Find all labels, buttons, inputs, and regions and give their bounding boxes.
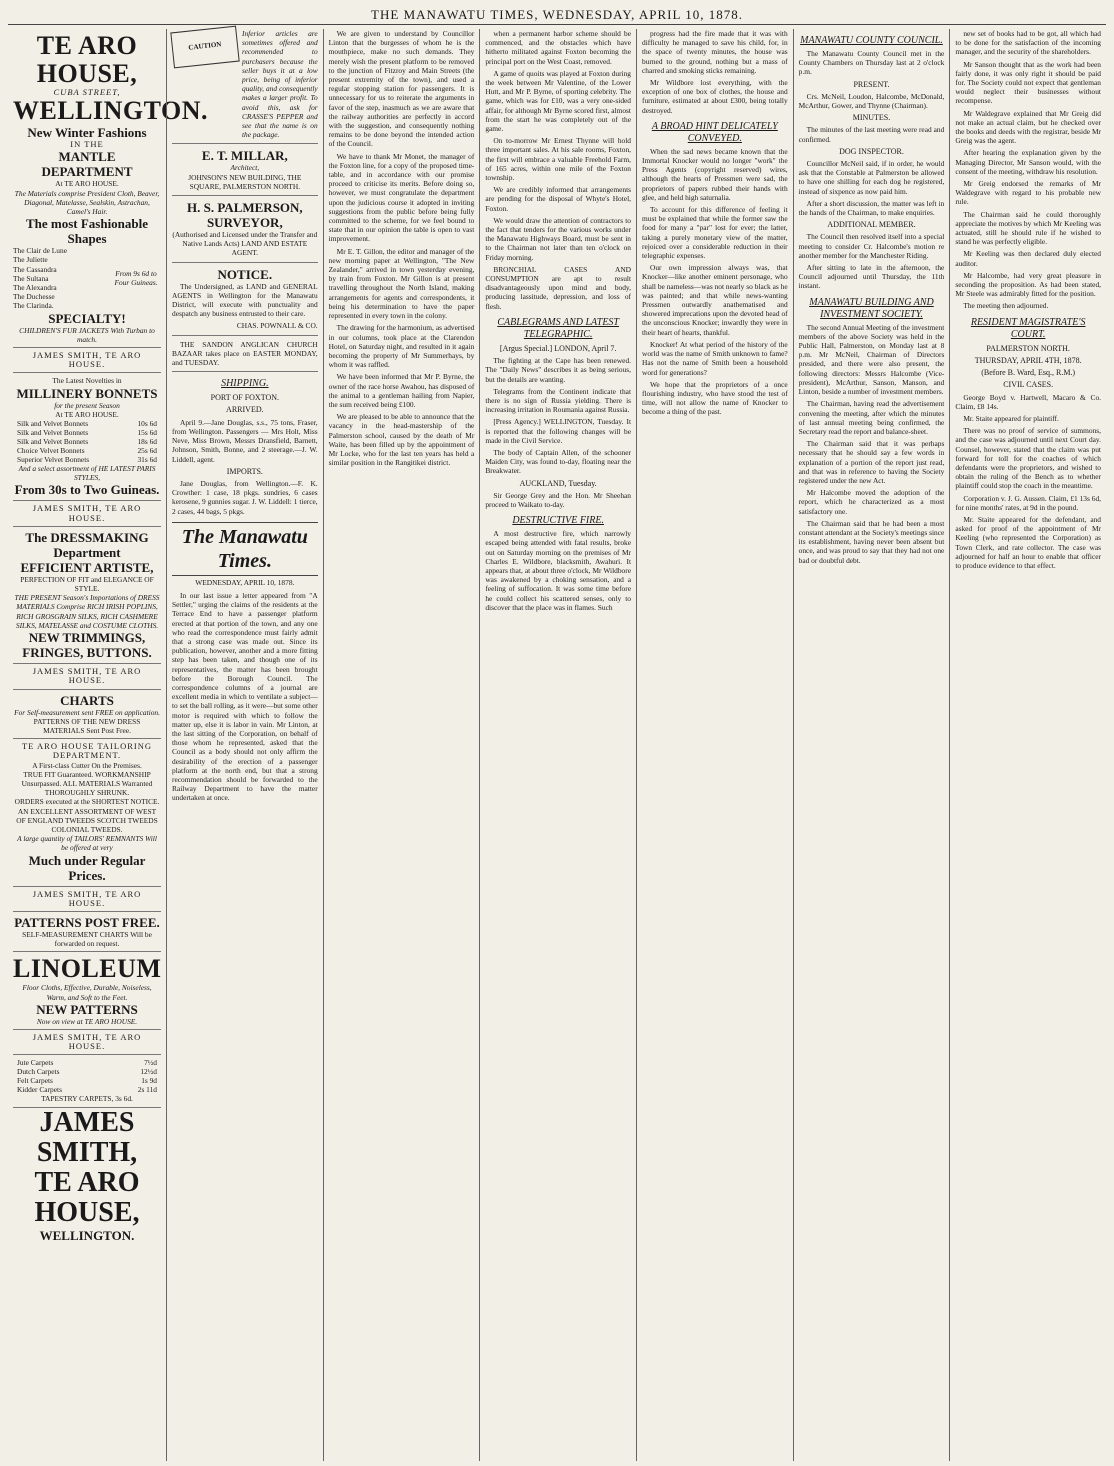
dog-sub: DOG INSPECTOR. — [839, 146, 904, 156]
paragraph: Our own impression always was, that Knocker—like another eminent personage, who shall be nameless—was not nearly so black as he was painted; and that while news-wanting Pressmen outwardly anathematised and showered imprecations upon the devoted head of the unconscious Knocker; inwardly they were in their heart of hearts, thankful. — [642, 263, 788, 337]
millar-ad — [172, 148, 318, 191]
divider — [172, 143, 318, 144]
paragraph: Councillor McNeil said, if in order, he would ask that the Constable at Palmerston be allowed to have one shilling for each dog he registered, instead of sixpence as now paid him. — [798, 159, 945, 196]
price-row — [17, 437, 157, 446]
paragraph: Knocker! At what period of the history of the world was the name of Smith unknown to fame? Has not the name of Smith been a household word for generations? — [642, 339, 788, 377]
present-sub: PRESENT. — [853, 79, 890, 89]
paragraph: To account for this difference of feeling it must be explained that while the former saw the food for many a "par" lost for ever; the latter, taking a purely monetary view of the matter, rejoiced over a considerable reduction in their telegraphic expenses. — [642, 205, 788, 261]
paragraph: A game of quoits was played at Foxton during the week between Mr Valentine, of the Lower Hutt, and Mr P. Byrne, of sporting celebrity. The game, which was for £10, was a very one-sided affair, for although Mr Byrne scored first, almost from the start he was completely out of the game. — [485, 68, 631, 134]
price-item: Silk and Velvet Bonnets — [17, 419, 89, 429]
on-view: Now on view at TE ARO HOUSE. — [36, 1016, 138, 1026]
column-2 — [166, 29, 323, 1461]
paragraph: The Council then resolved itself into a special meeting to consider Cr. Halcombe's motion re another member for the Manchester Riding. — [798, 232, 945, 260]
final-js: JAMES SMITH, — [36, 1106, 138, 1168]
millar-name: E. T. MILLAR, — [201, 148, 288, 164]
paragraph: We have to thank Mr Monet, the manager of the Foxton line, for a copy of the proposed time-table, and in accordance with our promise proceed to criticise its merits. Before doing so, however, we must congratulate the department upon the judicious course it adopted in inviting suggestions from the public before being fully committed to the scheme, for we feel bound to state that in our opinion the table is open to vast improvement. — [328, 151, 475, 244]
nameplate: The Manawatu Times. — [172, 522, 318, 576]
shape-item: The Duchesse — [13, 292, 55, 302]
paragraph: We hope that the proprietors of a once flourishing industry, who have stood the test of time, will not allow the name of Knocker to become a thing of the past. — [642, 379, 788, 417]
efficient: EFFICIENT ARTISTE, — [20, 559, 154, 575]
patterns-post: PATTERNS POST FREE. — [14, 914, 160, 930]
paragraph: Mr Greig endorsed the remarks of Mr Waldegrave with regard to his probable new rule. — [955, 179, 1101, 207]
divider — [172, 262, 318, 263]
bazaar: THE SANDON ANGLICAN CHURCH BAZAAR takes place on EASTER MONDAY, and TUESDAY. — [172, 339, 318, 368]
editorial: In our last issue a letter appeared from "A Settler," urging the claims of the residents at the Terrace End to have a passenger platform erected at that portion of the town, and any one who read the correspondence must fairly admit that a strong case was made out. Since its publication, however, another and a more fitting step has been taken, and though one of its representatives, the matter has been brought before the Borough Council. The correspondence columns of a journal are excellent media in which to ventilate a subject—to set the ball rolling, as it were—but some other motor is required with which to follow the matter up, else it is labor in vain. Mr Linton, at the last sitting of the Corporation, on behalf of those whom he represented, asked that the Council as a body should not only affirm the desirability of the erection of a passenger platform at the north end, but that a strong recommendation should be forwarded to the Railway Department to have the matter undertaken at once. — [172, 590, 318, 803]
port-heading: PORT OF FOXTON. — [210, 393, 279, 403]
final-city: WELLINGTON. — [39, 1227, 135, 1243]
linoleum: LINOLEUM — [13, 954, 162, 984]
shape-item: The Juliette — [13, 255, 48, 265]
perfection: PERFECTION OF FIT and ELEGANCE OF STYLE. — [20, 574, 154, 594]
assortment: AN EXCELLENT ASSORTMENT OF WEST OF ENGLAND TWEEDS SCOTCH TWEEDS COLONIAL TWEEDS. — [16, 806, 158, 834]
shape-item: The Clair de Lune — [13, 246, 67, 256]
council-heading: MANAWATU COUNTY COUNCIL. — [800, 35, 943, 46]
paragraph: The fighting at the Cape has been renewed. The "Daily News" describes it as being serious, but the details are wanting. — [485, 356, 631, 384]
shape-item: The Cassandra — [13, 264, 57, 274]
paragraph: BRONCHIAL CASES AND CONSUMPTION are apt to result disadvantageously upon mind and body, producing lassitude, depression, and loss of flesh. — [485, 264, 631, 311]
paragraph: The Manawatu County Council met in the County Chambers on Thursday last at 2 o'clock p.m. — [798, 49, 945, 77]
building-heading: MANAWATU BUILDING AND INVESTMENT SOCIETY. — [809, 296, 934, 320]
paragraph: We have been informed that Mr P. Byrne, the owner of the race horse Awahou, has disposed of the animal to a gentleman hailing from Napier, the sum received being £100. — [328, 372, 475, 409]
materials: The Materials comprise President Cloth, Beaver, Diagonal, Matelasse, Sealskin, Astrachan, Camel's Hair. — [14, 188, 160, 217]
price-value: 7½d — [144, 1058, 157, 1068]
self-measure: SELF-MEASUREMENT CHARTS Will be forwarded on request. — [22, 929, 152, 949]
linoleum-desc: Floor Cloths, Effective, Durable, Noiseless, Warm, and Soft to the Feet. — [22, 983, 152, 1002]
true-fit: TRUE FIT Guaranteed. WORKMANSHIP Unsurpassed. ALL MATERIALS Warranted THOROUGHLY SHRUNK. — [21, 769, 153, 798]
cutter: A First-class Cutter On the Premises. — [32, 760, 142, 770]
shipping-heading: SHIPPING. — [221, 378, 269, 390]
divider — [172, 335, 318, 336]
millinery: MILLINERY BONNETS — [16, 385, 158, 401]
price-value: 25s 6d — [137, 446, 157, 456]
paragraph: Mr Keeling was then declared duly elected auditor. — [955, 249, 1101, 268]
js-te-aro-4: JAMES SMITH, TE ARO HOUSE. — [13, 887, 161, 912]
price-item: Choice Velvet Bonnets — [17, 446, 85, 456]
court-before: (Before B. Ward, Esq., R.M.) — [981, 368, 1076, 378]
paragraph: After sitting to late in the afternoon, the Council adjourned until Thursday, the 11th instant. — [798, 263, 945, 291]
paragraph: There was no proof of service of summons, and the case was adjourned until next Court day. Counsel, however, stated that the claim was put forward for toll for the coaches of which defendants were the proprietors, and wished to obtain the ruling of the Bench as to whether plaintiff could stop the coach in the meantime. — [955, 426, 1101, 491]
imports-text: Jane Douglas, from Wellington.—F. K. Crowther: 1 case, 18 pkgs. sundries, 6 cases kerosene, 9 gunnies sugar. J. W. Liddell: 1 tierce, 2 cases, 44 bags, 5 pkgs. — [172, 478, 318, 516]
from-price: From 30s to Two Guineas. — [14, 482, 160, 498]
mantle-dept: MANTLE DEPARTMENT — [41, 149, 133, 180]
masthead: THE MANAWATU TIMES, WEDNESDAY, APRIL 10, 1878. — [8, 6, 1106, 25]
paragraph: Mr. Staite appeared for the defendant, and asked for proof of the appointment of Mr Keeling (who represented the Corporation) as Town Clerk, and rate collector. The case was adjourned for half an hour to enable that officer to produce evidence to that effect. — [955, 514, 1101, 570]
paragraph: We are given to understand by Councillor Linton that the burgesses of whom he is the mouthpiece, make no such demands. They merely wish the present platform to be removed to the junction of Fitzroy and Main Streets (the present extremity of the town), and used a regular stopping station for passengers. It is unnecessary for us to reiterate the arguments in favor of the step, inasmuch as we are aware that the railway authorities are perfectly in accord with the suggestion, and consequently nothing remains to be done beyond the intended action of the Council. — [328, 29, 475, 149]
paragraph: Crs. McNeil, Loudon, Halcombe, McDonald, McArthur, Gower, and Thynne (Chairman). — [798, 91, 945, 111]
remnants: A large quantity of TAILORS' REMNANTS Will be offered at very — [17, 834, 157, 853]
shapes-list — [13, 246, 67, 310]
price-item: Felt Carpets — [17, 1076, 53, 1086]
arrived-text: April 9.—Jane Douglas, s.s., 75 tons, Fraser, from Wellington. Passengers — Mrs Holt, Miss Neve, Miss Brown, Messrs Dransfield, Barnett, Johnson, Smith, Bonne, and 2 steerage.—J. W. Liddell, agent. — [172, 417, 318, 464]
new-patterns: NEW PATTERNS — [36, 1001, 138, 1017]
tapestry: TAPESTRY CARPETS, 3s 6d. — [41, 1094, 133, 1104]
shape-item: The Alexandra — [13, 283, 57, 293]
fire-heading: DESTRUCTIVE FIRE. — [512, 515, 604, 527]
price-row — [17, 428, 157, 437]
price-value: 31s 6d — [137, 455, 157, 465]
civil-sub: CIVIL CASES. — [1003, 380, 1054, 390]
palmerson-desc: (Authorised and Licensed under the Transfer and Native Lands Acts) LAND AND ESTATE AGENT. — [172, 230, 318, 258]
paragraph: Mr Waldegrave explained that Mr Greig did not make an actual claim, but he checked over the books and deeds with the registrar, beside Mr Greig was the agent. — [955, 108, 1101, 146]
millinery-season: for the present Season — [54, 400, 120, 410]
shape-item: The Sultana — [13, 273, 49, 283]
paragraph: Mr Halcombe, had very great pleasure in seconding the proposition. As had been stated, Mr Steele was admirably fitted for the position. — [955, 270, 1101, 299]
trimmings: NEW TRIMMINGS, FRINGES, BUTTONS. — [22, 630, 152, 661]
divider — [172, 371, 318, 372]
paragraph: when a permanent harbor scheme should be commenced, and the obstacles which have hitherto militated against Foxton becoming the principal port on the West Coast, removed. — [485, 29, 631, 66]
final-ad — [13, 1108, 161, 1243]
price-value: 2s 11d — [137, 1085, 157, 1095]
dateline: WEDNESDAY, APRIL 10, 1878. — [195, 577, 295, 587]
column-5 — [636, 29, 793, 1461]
tailoring: TE ARO HOUSE TAILORING DEPARTMENT. — [21, 741, 152, 761]
paragraph: Mr Sanson thought that as the work had been fairly done, it was only right it should be paid for. The Society could not expect that gentleman would neglect their businesses without recompense. — [955, 59, 1101, 106]
charts-ad — [13, 690, 161, 740]
paris-styles: And a select assortment of HE LATEST PARIS STYLES, — [18, 464, 156, 483]
paragraph: The drawing for the harmonium, as advertised in our columns, took place at the Clarendon Hotel, on Saturday night, and resulted in it again becoming the property of Mr Summerhays, by whom it was raffled. — [328, 323, 475, 370]
price-value: 18s 6d — [137, 437, 157, 447]
shape-item: The Clarinda. — [13, 301, 54, 311]
price-row — [17, 1058, 157, 1067]
additional-sub: ADDITIONAL MEMBER. — [827, 220, 916, 230]
shapes-block — [13, 246, 161, 310]
carpets-ad — [13, 1055, 161, 1107]
price-value: 12½d — [140, 1067, 157, 1077]
paragraph: The Chairman said that he had been a most constant attendant at the Society's meetings since its establishment, having never been absent but once, and was proud to say that they had not one bad or doubtful debt. — [798, 518, 945, 565]
season-materials: THE PRESENT Season's Importations of DRESS MATERIALS Comprise RICH IRISH POPLINS, RICH GROSGRAIN SILKS, RICH CASHMERE SILKS, MATELASSE and COSTUME CLOTHS. — [14, 593, 160, 630]
paragraph: Corporation v. J. G. Aussen. Claim, £1 13s 6d, for nine months' rates, at 9d in the pound. — [955, 493, 1101, 512]
paragraph: The Chairman said he could thoroughly appreciate the motives by which Mr Keeling was actuated, still he should rule if he wished to stand he was perfectly eligible. — [955, 209, 1101, 247]
te-aro-city: WELLINGTON. — [13, 96, 209, 126]
paragraph: The body of Captain Allen, of the schooner Maiden City, was found to-day, floating near the Breakwater. — [485, 447, 631, 476]
charts-note: For Self-measurement sent FREE on application. — [14, 707, 160, 717]
js-te-aro-2: JAMES SMITH, TE ARO HOUSE. — [13, 501, 161, 526]
much-under: Much under Regular Prices. — [28, 852, 146, 883]
price-value: 10s 6d — [137, 419, 157, 429]
paragraph: Mr. Staite appeared for plaintiff. — [963, 413, 1059, 423]
dressmaking: The DRESSMAKING Department — [25, 529, 149, 560]
fashionable: The most Fashionable Shapes — [25, 216, 149, 247]
paragraph: When the sad news became known that the Immortal Knocker would no longer "work" the Press Agents (copyright reserved) wires, although the hearts of Pressmen were sad, the proprietors of papers rubbed their hands with glee, and held high saturnalia. — [642, 146, 788, 202]
cables-sub: [Argus Special.] LONDON, April 7. — [499, 343, 617, 353]
at-te-aro: At TE ARO HOUSE. — [55, 179, 119, 189]
caution-label: CAUTION — [170, 26, 239, 69]
palmerson-ad — [172, 200, 318, 258]
paragraph: Mr Wildbore lost everything, with the exception of one box of clothes, the house and furniture, estimated at about £300, being totally destroyed. — [642, 78, 788, 115]
dressmaking-ad — [13, 527, 161, 664]
paragraph: progress had the fire made that it was with difficulty he managed to save his child, for, in the space of twenty minutes, the house was burned to the ground, nothing but a mass of charred and smoking sticks remaining. — [642, 29, 788, 75]
auckland-sub: AUCKLAND, Tuesday. — [519, 478, 597, 488]
price-row — [17, 419, 157, 428]
millinery-ad — [13, 373, 161, 501]
price-row — [17, 455, 157, 464]
divider — [172, 195, 318, 196]
paragraph: The meeting then adjourned. — [963, 301, 1049, 311]
paragraph: After hearing the explanation given by the Managing Director, Mr Sanson would, with the consent of the meeting, withdraw his resolution. — [955, 148, 1101, 176]
shapes-price: From 9s 6d to Four Guineas. — [114, 269, 158, 288]
millinery-intro: The Latest Novelties in — [52, 376, 122, 386]
paragraph: Mr E. T. Gillon, the editor and manager of the new morning paper at Wellington, "The New Zealander," arrived in town yesterday evening, by train from Foxton. Mr Gillon is at present travelling throughout the North Island, making arrangements for agents and correspondents, it being his determination to have the paper represented in every town in the colony. — [328, 246, 475, 321]
te-aro-title: TE ARO HOUSE, — [36, 31, 138, 88]
in-the: IN THE — [70, 139, 104, 150]
column-6 — [793, 29, 950, 1461]
caution-ad — [172, 29, 318, 139]
caution-text: Inferior articles are sometimes offered and recommended to purchasers because the seller buys it at a low price, being of inferior quality, and consequently makes a larger profit. To avoid this, ask for CRASSE'S PEPPER and see that the name is on the package. — [242, 29, 318, 140]
speciality: SPECIALTY! — [48, 310, 126, 326]
price-item: Silk and Velvet Bonnets — [17, 428, 89, 438]
millinery-at: At TE ARO HOUSE. — [55, 409, 119, 419]
js-te-aro-3: JAMES SMITH, TE ARO HOUSE. — [13, 664, 161, 689]
cables-heading: CABLEGRAMS AND LATEST TELEGRAPHIC. — [497, 316, 619, 340]
price-row — [17, 446, 157, 455]
charts: CHARTS — [60, 692, 114, 708]
linoleum-ad — [13, 952, 161, 1030]
column-3 — [323, 29, 480, 1461]
notice-text: The Undersigned, as LAND and GENERAL AGENTS in Wellington for the Manawatu District, will execute with punctuality and despatch any business entrusted to their care. — [172, 281, 318, 319]
pownall: CHAS. POWNALL & CO. — [236, 321, 318, 331]
column-4 — [479, 29, 636, 1461]
patterns-post-ad — [13, 912, 161, 952]
te-aro-street: CUBA STREET, — [53, 87, 121, 97]
paragraph: The minutes of the last meeting were read and confirmed. — [798, 125, 945, 144]
paragraph: The second Annual Meeting of the investment members of the above Society was held in the Public Hall, Palmerston, on Monday last at 8 p.m. Mr McNeil, Chairman of Directors presided, and there were also present, the following directors: Messrs Halcombe (Vice-president), McArthur, Sanson, Manson, and Linton, beside a number of investment members. — [798, 322, 945, 397]
paragraph: On to-morrow Mr Ernest Thynne will hold three important sales. At his sale rooms, Foxton, the first will embrace a valuable Freehold Farm, of 165 acres, within one mile of the Foxton township. — [485, 136, 631, 183]
paragraph: We would draw the attention of contractors to the fact that tenders for the various works under the Manawatu Highways Board, must be sent in to the Chairman not later than ten o'clock on Friday morning. — [485, 215, 631, 262]
paragraph: A most destructive fire, which narrowly escaped being attended with fatal results, broke out on Saturday morning on the premises of Mr Charles E. Wildbore, blacksmith, Awahuri. It appears that, at about three o'clock, Mr Wildbore was awakened by a choking sensation, and a feeling of suffocation. It was some time before he could collect his scattered senses, only to discover that the place was in flames. Such — [485, 529, 631, 612]
imports-heading: IMPORTS. — [226, 466, 263, 476]
price-value: 15s 6d — [137, 428, 157, 438]
paragraph: The Chairman, having read the advertisement convening the meeting, after which the minutes of last annual meeting being confirmed, the Secretary read the report and balance-sheet. — [798, 399, 945, 436]
court-heading: RESIDENT MAGISTRATE'S COURT. — [970, 316, 1086, 340]
js-te-aro-5: JAMES SMITH, TE ARO HOUSE. — [13, 1030, 161, 1055]
price-item: Kidder Carpets — [17, 1085, 62, 1095]
paragraph: Sir George Grey and the Hon. Mr Sheehan proceed to Waikato to-day. — [485, 490, 631, 509]
paragraph: The Chairman said that it was perhaps necessary that he should say a few words in explanation of a portion of the report just read, and that was in reference to having the Society registered under the new Act. — [798, 439, 945, 485]
millar-addr: JOHNSON'S NEW BUILDING, THE SQUARE, PALMERSTON NORTH. — [188, 172, 302, 191]
paragraph: Telegrams from the Continent indicate that there is no sign of Russia yielding. There is increasing irritation in Roumania against Russia. — [485, 386, 631, 415]
winter-fashions: New Winter Fashions — [27, 125, 147, 141]
price-item: Dutch Carpets — [17, 1067, 60, 1077]
paragraph: We are credibly informed that arrangements are pending for the disposal of Whyte's Hotel, Foxton. — [485, 185, 631, 213]
paragraph: [Press Agency.] WELLINGTON, Tuesday. It is reported that the following changes will be made in the Civil Service. — [485, 417, 631, 445]
price-row — [17, 1067, 157, 1076]
columns — [8, 29, 1106, 1461]
millar-role: Architect, — [230, 163, 260, 173]
orders: ORDERS executed at the SHORTEST NOTICE. — [14, 797, 160, 807]
minutes-sub: MINUTES. — [852, 113, 891, 123]
court-sub: PALMERSTON NORTH. — [986, 343, 1070, 353]
notice-heading: NOTICE. — [217, 266, 273, 282]
js-te-aro-1: JAMES SMITH, TE ARO HOUSE. — [13, 348, 161, 373]
tailoring-ad — [13, 739, 161, 886]
price-item: Jute Carpets — [17, 1058, 54, 1068]
fur-jackets: CHILDREN'S FUR JACKETS With Turban to match. — [19, 325, 155, 344]
patterns: PATTERNS OF THE NEW DRESS MATERIALS Sent Post Free. — [33, 716, 141, 735]
bonnet-price-list — [13, 419, 161, 464]
price-row — [17, 1076, 157, 1085]
paragraph: new set of books had to be got, all which had to be done for the satisfaction of the incoming manager, and the security of the shareholders. — [955, 29, 1101, 57]
hint-heading: A BROAD HINT DELICATELY CONVEYED. — [651, 120, 778, 144]
carpet-price-list — [13, 1058, 161, 1094]
price-row — [17, 1085, 157, 1094]
arrived-heading: ARRIVED. — [226, 405, 264, 415]
price-value: 1s 9d — [141, 1076, 157, 1086]
paragraph: After a short discussion, the matter was left in the hands of the Chairman, to make enquiries. — [798, 198, 945, 218]
price-item: Superior Velvet Bonnets — [17, 455, 90, 465]
paragraph: George Boyd v. Hartwell, Macaro & Co. Claim, £8 14s. — [955, 392, 1101, 411]
paragraph: We are pleased to be able to announce that the vacancy in the head-mastership of the Palmerston school, caused by the death of Mr Waite, has been filled up by the appointment of Mr Locke, who for the last ten years has held a similar position in the Rangitikei district. — [328, 412, 475, 468]
paragraph: Mr Halcombe moved the adoption of the report, which he characterized as a most satisfactory one. — [798, 488, 945, 516]
final-te-aro: TE ARO HOUSE, — [34, 1166, 140, 1228]
court-date: THURSDAY, APRIL 4TH, 1878. — [974, 355, 1082, 365]
price-item: Silk and Velvet Bonnets — [17, 437, 89, 447]
palmerson: H. S. PALMERSON, SURVEYOR, — [186, 200, 303, 231]
column-7 — [949, 29, 1106, 1461]
